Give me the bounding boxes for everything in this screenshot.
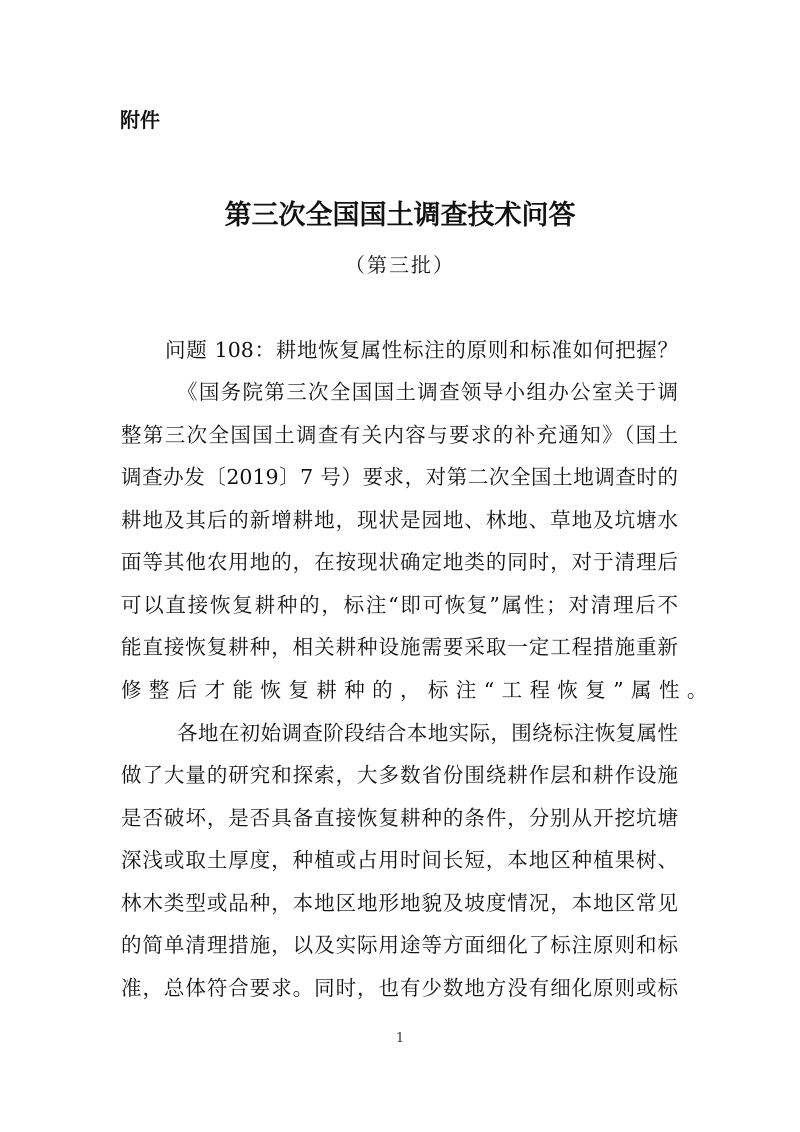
paragraph-line: 面等其他农用地的，在按现状确定地类的同时，对于清理后 [121,550,678,574]
paragraph-line: 耕地及其后的新增耕地，现状是园地、林地、草地及坑塘水 [121,508,678,532]
question-heading: 问题 108：耕地恢复属性标注的原则和标准如何把握？ [165,338,678,362]
paragraph-line: 整第三次全国国土调查有关内容与要求的补充通知》（国土 [121,423,678,447]
document-title: 第三次全国国土调查技术问答 [224,200,576,231]
paragraph-line: 的简单清理措施，以及实际用途等方面细化了标注原则和标 [121,933,678,957]
document-subtitle: （第三批） [345,253,455,277]
paragraph-line: 各地在初始调查阶段结合本地实际，围绕标注恢复属性 [177,721,678,745]
paragraph-line: 是否破坏，是否具备直接恢复耕种的条件，分别从开挖坑塘 [121,806,678,830]
paragraph-line: 《国务院第三次全国国土调查领导小组办公室关于调 [177,380,678,404]
attachment-label: 附件 [120,108,160,132]
paragraph-line: 林木类型或品种，本地区地形地貌及坡度情况，本地区常见 [121,891,678,915]
paragraph-line: 可以直接恢复耕种的，标注“即可恢复”属性；对清理后不 [121,593,678,617]
page-number: 1 [395,1031,405,1046]
paragraph-line: 能直接恢复耕种，相关耕种设施需要采取一定工程措施重新 [121,635,678,659]
paragraph-line: 准，总体符合要求。同时，也有少数地方没有细化原则或标 [121,976,678,1000]
paragraph-line: 修整后才能恢复耕种的，标注“工程恢复”属性。 [121,678,715,702]
paragraph-line: 深浅或取土厚度，种植或占用时间长短，本地区种植果树、 [121,848,678,872]
paragraph-line: 做了大量的研究和探索，大多数省份围绕耕作层和耕作设施 [121,763,678,787]
paragraph-line: 调查办发〔2019〕7 号）要求，对第二次全国土地调查时的 [121,465,678,489]
